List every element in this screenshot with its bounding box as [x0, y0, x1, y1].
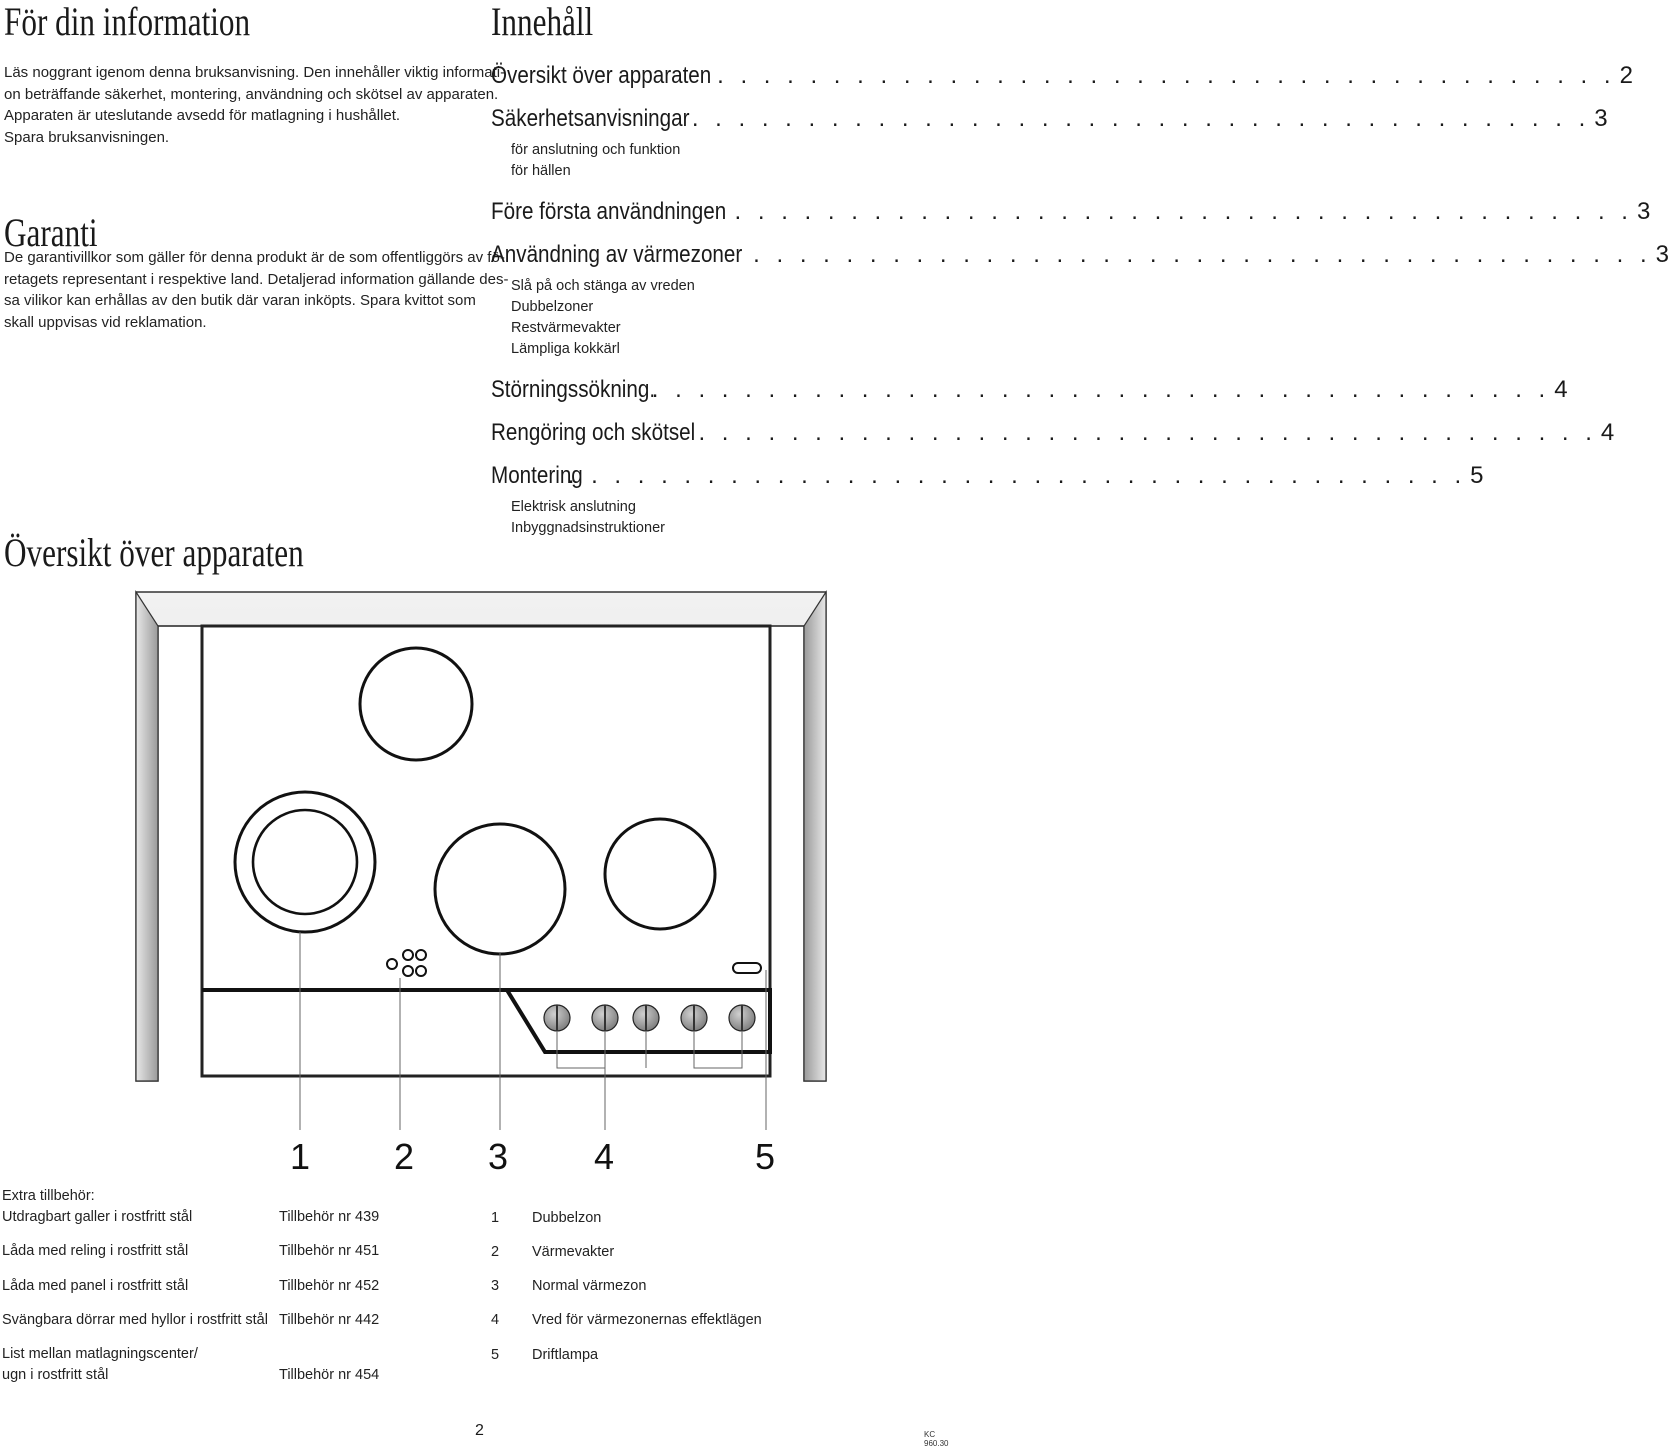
toc-label: Montering	[491, 462, 583, 489]
toc-subentry: Inbyggnadsinstruktioner	[511, 520, 665, 536]
toc-label: Före första användningen	[491, 198, 727, 225]
legend-text: Normal värmezon	[532, 1278, 647, 1294]
accessory-code: Tillbehör nr 439	[279, 1209, 380, 1225]
accessory-name: Låda med panel i rostfritt stål	[2, 1278, 189, 1294]
knob[interactable]	[633, 1005, 659, 1031]
accessory-code: Tillbehör nr 454	[279, 1367, 380, 1383]
accessory-code: Tillbehör nr 442	[279, 1312, 380, 1328]
legend-number: 1	[491, 1210, 500, 1226]
legend-text: Värmevakter	[532, 1244, 615, 1260]
toc-subentry: Restvärmevakter	[511, 320, 621, 336]
info-line: Apparaten är uteslutande avsedd för matlagning i hushållet.	[4, 107, 401, 124]
heading-garanti: Garanti	[4, 210, 98, 255]
toc-page: 3	[1636, 198, 1651, 225]
accessory-code: Tillbehör nr 451	[279, 1243, 380, 1259]
toc-entry[interactable]: Störningssökning. . . . . . . . . . . . . . . . . . . . . . . . . . . . . . . . . . . . . . . . 4	[491, 376, 1568, 403]
legend-number: 3	[491, 1278, 500, 1294]
toc-label: Användning av värmezoner	[491, 241, 743, 268]
garanti-line: skall uppvisas vid reklamation.	[4, 313, 207, 331]
toc-heading: Innehåll	[491, 0, 594, 44]
info-line: Spara bruksanvisningen.	[4, 128, 170, 146]
toc-subentry: för anslutning och funktion	[511, 142, 681, 158]
callout-number: 4	[594, 1136, 615, 1177]
callout-number: 3	[488, 1136, 509, 1177]
heading-info: För din information	[4, 0, 251, 44]
accessories-title: Extra tillbehör:	[2, 1188, 95, 1204]
cooktop-diagram	[0, 580, 960, 1200]
legend-text: Vred för värmezonernas effektlägen	[532, 1312, 762, 1328]
heading-oversikt: Översikt över apparaten	[4, 530, 304, 575]
toc-page: 3	[1655, 241, 1669, 268]
pilot-lamp-icon	[733, 963, 761, 973]
accessory-code: Tillbehör nr 452	[279, 1278, 380, 1294]
toc-label: Störningssökning.	[491, 376, 656, 403]
toc-page: 4	[1600, 419, 1615, 446]
garanti-paragraph	[4, 247, 508, 333]
toc-label: Säkerhetsanvisningar	[491, 105, 690, 132]
toc-subentry: Elektrisk anslutning	[511, 499, 636, 515]
info-paragraph	[4, 62, 505, 148]
toc-entry[interactable]: Montering . . . . . . . . . . . . . . . . . . . . . . . . . . . . . . . . . . . . . . . 5	[491, 462, 1484, 489]
callout-number: 1	[290, 1136, 311, 1177]
toc-subentry: Dubbelzoner	[511, 299, 594, 315]
knob[interactable]	[681, 1005, 707, 1031]
toc-subentry: Slå på och stänga av vreden	[511, 278, 695, 294]
accessory-name: Svängbara dörrar med hyllor i rostfritt stål	[2, 1312, 268, 1328]
info-line: Läs noggrant igenom denna bruksanvisning. Den innehåller viktig informati-	[4, 64, 506, 81]
accessory-name: List mellan matlagningscenter/	[2, 1346, 198, 1362]
toc-entry[interactable]: Säkerhetsanvisningar . . . . . . . . . . . . . . . . . . . . . . . . . . . . . . . . . . . . . . . 3	[491, 105, 1608, 132]
garanti-line: sa vilikor kan erhållas av den butik där varan inköpts. Spara kvittot som	[4, 292, 476, 309]
knob[interactable]	[729, 1005, 755, 1031]
toc-page: 5	[1470, 462, 1484, 489]
legend-text: Dubbelzon	[532, 1210, 602, 1226]
toc-entry[interactable]: Översikt över apparaten . . . . . . . . . . . . . . . . . . . . . . . . . . . . . . . . . . . . . . . 2	[491, 62, 1633, 89]
document-code: KC 960.30	[924, 1430, 949, 1448]
toc-page: 4	[1554, 376, 1568, 403]
knob[interactable]	[592, 1005, 618, 1031]
legend-number: 2	[491, 1244, 500, 1260]
knob[interactable]	[544, 1005, 570, 1031]
info-line: on beträffande säkerhet, montering, användning och skötsel av apparaten.	[4, 85, 499, 103]
toc-entry[interactable]: Före första användningen . . . . . . . . . . . . . . . . . . . . . . . . . . . . . . . . . . . . . . . 3	[491, 198, 1651, 225]
callout-number: 2	[394, 1136, 415, 1177]
accessory-name: Låda med reling i rostfritt stål	[2, 1243, 189, 1259]
accessory-name: ugn i rostfritt stål	[2, 1367, 109, 1383]
accessory-name: Utdragbart galler i rostfritt stål	[2, 1209, 193, 1225]
toc-label: Översikt över apparaten	[491, 62, 712, 89]
garanti-line: retagets representant i respektive land. Detaljerad information gällande des-	[4, 270, 509, 288]
toc-entry[interactable]: Användning av värmezoner . . . . . . . . . . . . . . . . . . . . . . . . . . . . . . . . . . . . . . . 3	[491, 241, 1669, 268]
toc-subentry: för hällen	[511, 163, 571, 179]
garanti-line: De garantivillkor som gäller för denna produkt är de som offentliggörs av fö-	[4, 249, 505, 266]
toc-page: 2	[1619, 62, 1633, 89]
legend-text: Driftlampa	[532, 1347, 599, 1363]
page-number: 2	[475, 1422, 484, 1439]
callout-number: 5	[755, 1136, 776, 1177]
toc-page: 3	[1594, 105, 1608, 132]
toc-label: Rengöring och skötsel	[491, 419, 696, 446]
legend-number: 4	[491, 1312, 500, 1328]
legend-number: 5	[491, 1347, 500, 1363]
toc-subentry: Lämpliga kokkärl	[511, 341, 620, 357]
toc-entry[interactable]: Rengöring och skötsel . . . . . . . . . . . . . . . . . . . . . . . . . . . . . . . . . . . . . . . 4	[491, 419, 1615, 446]
